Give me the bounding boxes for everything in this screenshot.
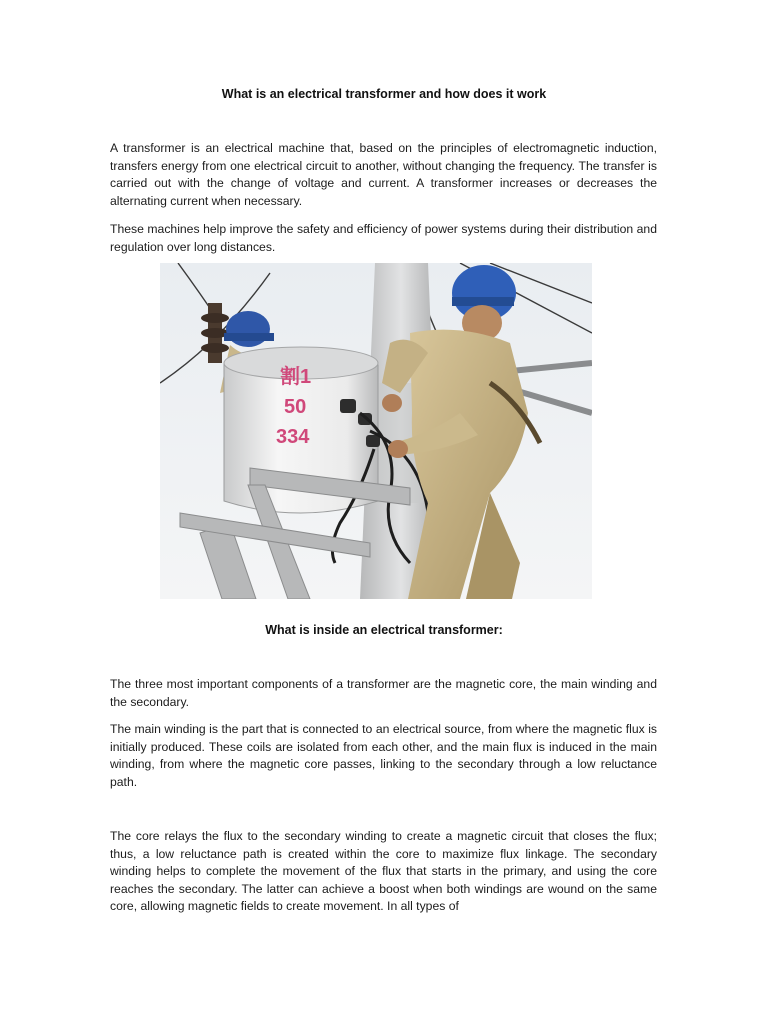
intro-paragraph-2: These machines help improve the safety and efficiency of power systems during their distribution and regulation over long distances.	[110, 222, 657, 254]
document-title: What is an electrical transformer and how does it work	[221, 87, 547, 101]
tank-marking-line-1: 割1	[280, 366, 312, 388]
section-title: What is inside an electrical transformer:	[265, 623, 503, 637]
transformer-workers-photo	[160, 263, 592, 599]
section-paragraph-1: The three most important components of a transformer are the magnetic core, the main winding and the secondary.	[110, 677, 657, 709]
tank-marking-line-2: 50	[284, 396, 307, 418]
intro-paragraph-1: A transformer is an electrical machine that, based on the principles of electromagnetic induction, transfers energy from one electrical circuit to another, without changing the frequency. The transfer is carried out with the change of voltage and current. A transformer increases or decreases the alternating current when necessary.	[110, 141, 657, 208]
tank-marking-line-3: 334	[276, 426, 310, 448]
section-paragraph-2: The main winding is the part that is connected to an electrical source, from where the magnetic flux is initially produced. These coils are isolated from each other, and the main flux is induced in the main winding, from where the magnetic core passes, linking to the secondary through a low reluctance path.	[110, 722, 657, 789]
section-paragraph-3: The core relays the flux to the secondary winding to create a magnetic circuit that closes the flux; thus, a low reluctance path is created within the core to maximize flux linkage. The secondary winding helps to complete the movement of the flux that starts in the primary, and using the core reaches the secondary. The latter can achieve a boost when both windings are wound on the same core, allowing magnetic fields to create movement. In all types of	[110, 829, 657, 914]
